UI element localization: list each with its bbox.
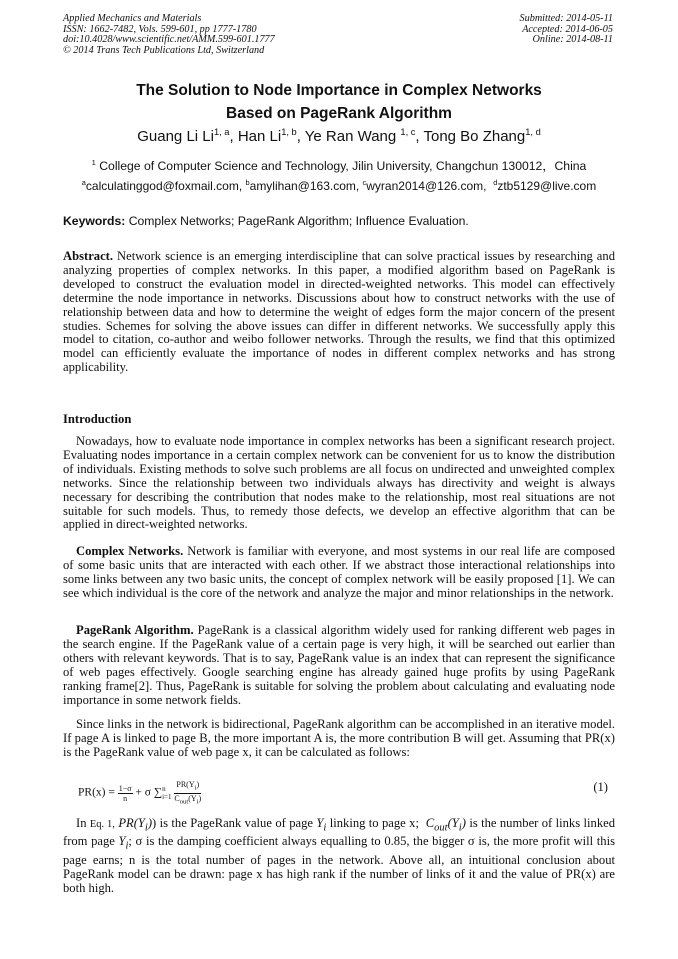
eq-frac-den: n [123, 793, 128, 803]
equation-number: (1) [593, 780, 608, 794]
author-affil: 1, a [213, 127, 230, 137]
intro-paragraph-2 [63, 545, 615, 601]
eq-frac-num: 1−σ [118, 783, 132, 793]
journal-header [63, 14, 275, 56]
email-sup: d [493, 178, 498, 187]
section-heading-introduction: Introduction [63, 412, 132, 426]
affiliation-number: 1 [91, 157, 96, 167]
intro-paragraph-5: In Eq. 1, $PR(Y_i)$) is the PageRank value of page $Y_i$ linking to page x; $C_{out}(Y_i)$ is the number of links linked from page $Y_i$; σ is the damping coefficient always equalling to 0.85, the bigger σ is, the more profit will this page earns; n is the total number of pages in the network. Above all, an intuitional conclusion about PageRank model can be drawn: page x has high rank if the number of links of it and the value of PR(x) are both high. [63, 816, 616, 895]
journal-issn: ISSN: 1662-7482, Vols. 599-601, pp 1777-1780 [63, 23, 257, 35]
title-line-1: The Solution to Node Importance in Complex Networks [136, 82, 542, 99]
email-address[interactable]: wyran2014@126.com, [366, 179, 494, 193]
email-sup: a [81, 178, 86, 187]
eq-sum: + σ ∑ [132, 786, 163, 799]
email-address[interactable]: ztb5129@live.com [497, 179, 597, 193]
eq-lhs: PR(x) = [78, 786, 118, 799]
affiliation [63, 157, 615, 174]
eq-sum-bottom: i=1 [162, 793, 172, 802]
eq-frac2-num: $PR(Y_i)$ [174, 780, 201, 794]
keywords-label: Keywords: [63, 214, 126, 228]
eq-fraction [118, 784, 133, 803]
paragraph-text: PageRank is a classical algorithm widely used for ranking different web pages in the search engine. If the PageRank value of a certain page is very high, it will be searched out earlier than others with relevant keywords. That is to say, PageRank value is an index that can represent the significance of web pages effectively. Google searching engine has already gained huge profits by using PageRank ranking frame[2]. Thus, PageRank is suitable for solving the problem about calculating and evaluating node importance in some network fields. [63, 623, 616, 707]
email-address[interactable]: amylihan@163.com, [249, 179, 363, 193]
journal-doi: doi:10.4028/www.scientific.net/AMM.599-601.1777 [63, 34, 275, 45]
eq-sum-limits [162, 785, 171, 801]
paragraph-label: PageRank Algorithm. [76, 623, 194, 637]
date-online: Online: 2014-08-11 [532, 34, 613, 45]
keywords-text: Complex Networks; PageRank Algorithm; Influence Evaluation. [125, 214, 469, 228]
author-name: Han Li [237, 128, 282, 145]
author-affil: 1, d [525, 127, 541, 137]
intro-paragraph-3 [63, 624, 615, 707]
abstract [63, 250, 615, 375]
author-affil: 1, c [400, 127, 416, 137]
title-line-2: Based on PageRank Algorithm [226, 105, 452, 122]
keywords [63, 214, 615, 228]
date-submitted: Submitted: 2014-05-11 [519, 13, 613, 24]
email-list [63, 179, 615, 193]
abstract-text: Network science is an emerging interdiscipline that can solve practical issues by researching and analyzing properties of complex networks. In this paper, a modified algorithm based on PageRank is developed to construct the evaluation model in directed-weighted networks. This model can effectively determine the node importance in networks. Discussions about how to construct networks with the use of relationship between data and how to determine the weight of edges form the major concern of the present studies. Schemes for solving the above issues can differ in different networks. We successfully apply this model to citation, co-author and weibo follower networks. Through the results, we find that this optimized model can efficiently evaluate the importance of nodes in different complex networks and has strong applicability. [63, 249, 615, 375]
paragraph-text: Network is familiar with everyone, and most systems in our real life are composed of some basic units that are interacted with each other. If we abstract those interactional relationships into some links between any two basic units, the concept of complex network will be easily proposed [1]. We can see which individual is the core of the network and analyze the major and minor relationships in the network. [63, 544, 616, 600]
email-sup: c [362, 178, 367, 187]
eq-reference: Eq. 1, [89, 819, 115, 830]
dates-header [520, 14, 613, 46]
author-name: Tong Bo Zhang [423, 128, 526, 145]
author-name: Ye Ran Wang [304, 128, 397, 145]
eq-sum-top: n [162, 785, 166, 794]
journal-copyright: © 2014 Trans Tech Publications Ltd, Switzerland [63, 44, 265, 56]
email-address[interactable]: calculatinggod@foxmail.com, [85, 179, 246, 193]
equation-1 [78, 774, 615, 804]
date-accepted: Accepted: 2014-06-05 [522, 23, 613, 35]
intro-paragraph-4: Since links in the network is bidirectional, PageRank algorithm can be accomplished in an iterative model. If page A is linked to page B, the more important A is, the more contribution B will get. Assuming that PR(x) is the PageRank value of web page x, it can be calculated as follows: [63, 717, 615, 759]
affiliation-text: College of Computer Science and Technology, Jilin University, Changchun 130012，China [99, 159, 587, 173]
author-affil: 1, b [281, 127, 297, 137]
abstract-label: Abstract. [63, 249, 114, 263]
journal-name: Applied Mechanics and Materials [63, 13, 202, 24]
equation-body [78, 780, 201, 806]
eq-fraction-2 [174, 780, 201, 806]
eq-frac2-den: $C_{out}(Y_i)$ [174, 793, 202, 806]
paragraph-label: Complex Networks. [76, 544, 184, 558]
author-name: Guang Li Li [137, 128, 214, 145]
intro-paragraph-1: Nowadays, how to evaluate node importance in complex networks has been a significant research project. Evaluating nodes importance in a certain complex network can be convenient for us to know the distribution of individuals. Existing methods to solve such problems are all focus on undirected and unweighted complex networks. Since the relationship between two individuals always has directivity and weight is always necessary for describing the contribution that nodes make to the relationship, most real situations are not suitable for such models. Thus, to remedy those defects, we develop an effective algorithm that can be applied in direct-weighted networks. [63, 434, 615, 532]
email-sup: b [245, 178, 250, 187]
author-list: Guang Li Li$^{1, a}$, Han Li$^{1, b}$, Ye Ran Wang $^{1, c}$, Tong Bo Zhang$^{1, d}$ [137, 127, 541, 145]
